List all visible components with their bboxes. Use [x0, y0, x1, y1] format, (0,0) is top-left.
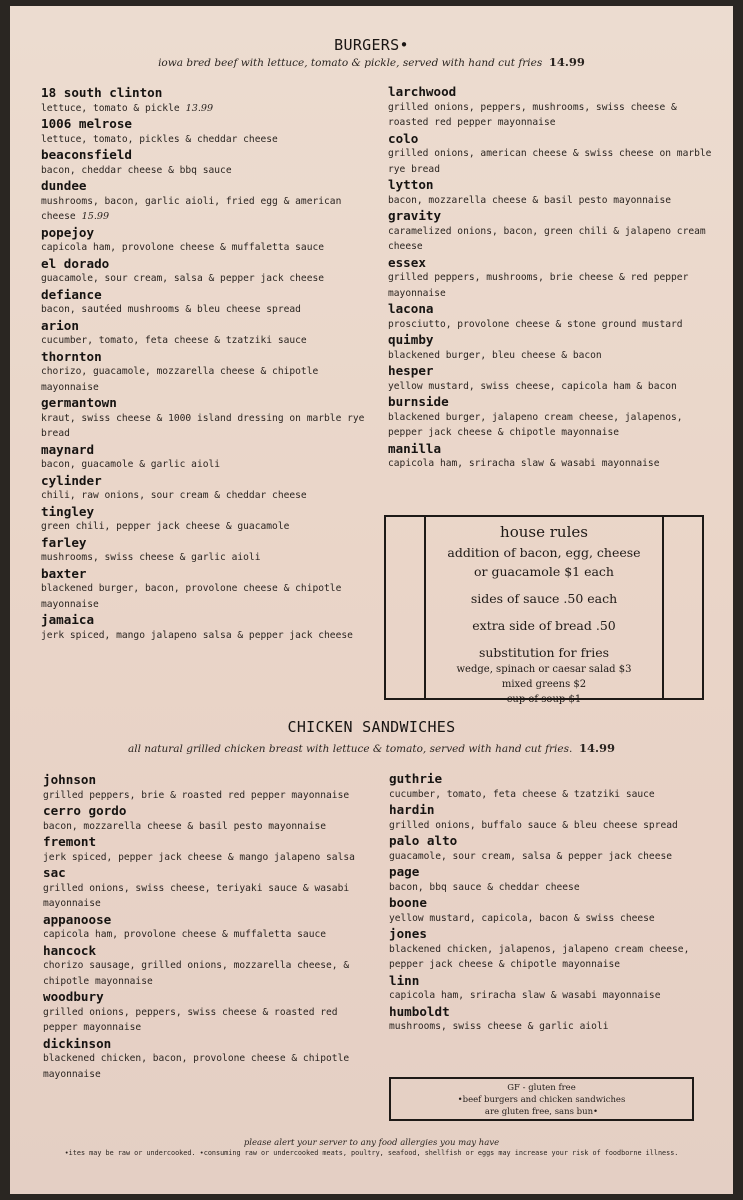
item-name: germantown	[41, 395, 117, 410]
menu-item	[41, 147, 371, 178]
item-description: grilled onions, swiss cheese, teriyaki sauce & wasabi mayonnaise	[43, 882, 350, 909]
chicken-left-column	[43, 772, 373, 1082]
item-description: bacon, mozzarella cheese & basil pesto mayonnaise	[43, 820, 327, 832]
item-description: chorizo sausage, grilled onions, mozzarella cheese, & chipotle mayonnaise	[43, 960, 350, 987]
item-description: jerk spiced, mango jalapeno salsa & pepper jack cheese	[41, 629, 353, 641]
item-description: blackened burger, bleu cheese & bacon	[388, 349, 602, 361]
item-name: johnson	[43, 772, 97, 787]
raw-food-warning: •ites may be raw or undercooked. •consuming raw or undercooked meats, poultry, seafood, shellfish or eggs may increase your risk of foodborne illness.	[64, 1149, 679, 1157]
rule-addition: addition of bacon, egg, cheese	[447, 545, 641, 560]
menu-item	[43, 943, 373, 990]
item-description: grilled peppers, mushrooms, brie cheese & red pepper mayonnaise	[388, 272, 689, 299]
gf-line-1: GF - gluten free	[507, 1083, 576, 1093]
item-description: grilled onions, peppers, mushrooms, swiss cheese & roasted red pepper mayonnaise	[388, 101, 677, 128]
item-name: woodbury	[43, 989, 104, 1004]
menu-item	[41, 566, 371, 613]
menu-item	[43, 772, 373, 803]
item-name: maynard	[41, 441, 95, 457]
item-name: 18 south clinton	[41, 85, 163, 100]
item-name: burnside	[388, 394, 449, 409]
menu-item	[41, 256, 371, 287]
menu-item	[388, 394, 713, 441]
menu-item	[388, 301, 713, 332]
chicken-subtitle: all natural grilled chicken breast with lettuce & tomato, served with hand cut fries. 14.99	[127, 741, 616, 755]
item-description: blackened chicken, jalapenos, jalapeno cream cheese, pepper jack cheese & chipotle mayonnaise	[389, 943, 690, 970]
item-name: hesper	[388, 363, 434, 378]
item-description: yellow mustard, capicola, bacon & swiss cheese	[389, 912, 655, 924]
menu-item	[43, 989, 373, 1036]
item-description: bacon, sautéed mushrooms & bleu cheese spread	[41, 304, 301, 315]
item-name: dickinson	[43, 1035, 112, 1051]
item-name: manilla	[388, 440, 442, 456]
menu-item	[389, 926, 714, 973]
item-description: mushrooms, swiss cheese & garlic aioli	[389, 1021, 609, 1032]
item-name: popejoy	[41, 224, 95, 240]
burgers-price: 14.99	[548, 55, 585, 69]
burgers-left-column	[41, 85, 371, 643]
item-description: grilled onions, american cheese & swiss cheese on marble rye bread	[388, 148, 712, 175]
item-name: hardin	[389, 802, 435, 817]
item-name: farley	[41, 534, 87, 550]
menu-item	[389, 1004, 714, 1035]
menu-item	[43, 1036, 373, 1083]
chicken-heading: CHICKEN SANDWICHES	[287, 718, 456, 736]
burgers-heading: BURGERS•	[334, 36, 409, 54]
item-description: lettuce, tomato, pickles & cheddar cheese	[41, 133, 278, 145]
item-name: jamaica	[41, 612, 95, 627]
item-description: chorizo, guacamole, mozzarella cheese & chipotle mayonnaise	[41, 366, 319, 393]
menu-item	[388, 363, 713, 394]
item-description: grilled onions, peppers, swiss cheese & roasted red pepper mayonnaise	[43, 1006, 338, 1033]
item-description: guacamole, sour cream, salsa & pepper jack cheese	[389, 850, 673, 862]
item-name: beaconsfield	[41, 147, 132, 162]
item-description: blackened burger, jalapeno cream cheese, jalapenos, pepper jack cheese & chipotle mayonnaise	[388, 411, 683, 438]
item-description: caramelized onions, bacon, green chili & jalapeno cream cheese	[388, 225, 706, 252]
item-name: guthrie	[389, 771, 443, 786]
item-description: grilled peppers, brie & roasted red pepper mayonnaise	[43, 789, 350, 801]
item-description: lettuce, tomato & pickle 13.99	[41, 102, 214, 114]
item-description: green chili, pepper jack cheese & guacamole	[41, 521, 290, 532]
item-name: sac	[43, 865, 66, 880]
menu-item	[41, 395, 371, 442]
item-name: humboldt	[389, 1003, 450, 1019]
item-description: blackened chicken, bacon, provolone cheese & chipotle mayonnaise	[43, 1053, 350, 1080]
allergy-notice: please alert your server to any food allergies you may have	[243, 1138, 500, 1148]
menu-item	[388, 84, 713, 131]
menu-item	[388, 441, 713, 472]
item-description: capicola ham, sriracha slaw & wasabi mayonnaise	[389, 990, 661, 1001]
menu-item	[389, 973, 714, 1004]
item-name: baxter	[41, 565, 87, 581]
item-name: cerro gordo	[43, 803, 127, 818]
item-name: dundee	[41, 178, 87, 193]
item-name: tingley	[41, 503, 95, 519]
menu-item	[43, 865, 373, 912]
item-name: palo alto	[389, 833, 458, 848]
item-name: fremont	[43, 834, 97, 849]
item-name: gravity	[388, 208, 442, 223]
burgers-subtitle: iowa bred beef with lettuce, tomato & pickle, served with hand cut fries 14.99	[158, 55, 585, 69]
menu-item	[41, 116, 371, 147]
menu-item	[41, 287, 371, 318]
item-price: 13.99	[185, 102, 214, 114]
rule-bread: extra side of bread .50	[472, 618, 616, 633]
item-name: jones	[389, 926, 427, 941]
house-rules-title: house rules	[500, 523, 588, 541]
item-description: capicola ham, provolone cheese & muffaletta sauce	[41, 242, 325, 253]
rule-soup: cup of soup $1	[506, 694, 582, 705]
item-description: prosciutto, provolone cheese & stone ground mustard	[388, 318, 683, 330]
item-description: jerk spiced, pepper jack cheese & mango jalapeno salsa	[43, 851, 355, 863]
item-description: cucumber, tomato, feta cheese & tzatziki sauce	[41, 335, 307, 346]
item-description: bacon, mozzarella cheese & basil pesto mayonnaise	[388, 194, 672, 206]
menu-item	[389, 771, 714, 802]
item-description: kraut, swiss cheese & 1000 island dressing on marble rye bread	[41, 412, 365, 439]
item-name: essex	[388, 254, 426, 270]
item-description: capicola ham, sriracha slaw & wasabi mayonnaise	[388, 458, 660, 469]
item-name: 1006 melrose	[41, 116, 132, 131]
item-name: appanoose	[43, 911, 112, 927]
menu-item	[41, 473, 371, 504]
item-price: 15.99	[81, 211, 110, 222]
item-description: guacamole, sour cream, salsa & pepper jack cheese	[41, 273, 325, 284]
menu-item	[388, 131, 713, 178]
item-name: cylinder	[41, 472, 102, 488]
menu-item	[41, 349, 371, 396]
chicken-right-column	[389, 771, 714, 1035]
menu-item	[43, 912, 373, 943]
rule-greens: mixed greens $2	[501, 679, 587, 690]
item-description: blackened burger, bacon, provolone cheese & chipotle mayonnaise	[41, 583, 342, 610]
item-description: bacon, bbq sauce & cheddar cheese	[389, 881, 580, 893]
item-description: bacon, guacamole & garlic aioli	[41, 459, 221, 470]
menu-item	[43, 803, 373, 834]
menu-item	[41, 225, 371, 256]
item-description: mushrooms, bacon, garlic aioli, fried egg & american cheese 15.99	[41, 195, 342, 222]
menu-item	[41, 442, 371, 473]
item-name: lytton	[388, 177, 434, 192]
menu-item	[388, 255, 713, 302]
menu-item	[389, 802, 714, 833]
item-description: mushrooms, swiss cheese & garlic aioli	[41, 552, 261, 563]
item-name: larchwood	[388, 84, 457, 99]
item-name: arion	[41, 317, 79, 333]
item-description: cucumber, tomato, feta cheese & tzatziki sauce	[389, 788, 655, 800]
item-description: yellow mustard, swiss cheese, capicola ham & bacon	[388, 380, 677, 392]
item-name: linn	[389, 972, 420, 988]
rule-substitution: substitution for fries	[478, 645, 610, 660]
gf-line-2: •beef burgers and chicken sandwiches	[457, 1095, 626, 1105]
rule-sauce: sides of sauce .50 each	[470, 591, 618, 606]
burgers-right-column	[388, 84, 713, 472]
item-name: boone	[389, 895, 427, 910]
menu-item	[41, 318, 371, 349]
menu-item	[41, 178, 371, 225]
item-name: hancock	[43, 942, 97, 958]
menu-page	[10, 6, 733, 1194]
item-description: bacon, cheddar cheese & bbq sauce	[41, 164, 232, 176]
menu-item	[388, 177, 713, 208]
menu-item	[41, 535, 371, 566]
item-name: lacona	[388, 301, 434, 316]
menu-item	[389, 833, 714, 864]
menu-item	[389, 895, 714, 926]
item-description: capicola ham, provolone cheese & muffaletta sauce	[43, 929, 327, 940]
item-name: thornton	[41, 348, 102, 364]
rules-right-rule	[662, 517, 664, 698]
item-name: quimby	[388, 332, 434, 347]
menu-item	[41, 85, 371, 116]
item-description: chili, raw onions, sour cream & cheddar cheese	[41, 490, 307, 501]
item-name: defiance	[41, 286, 102, 302]
gluten-free-note	[389, 1077, 694, 1121]
menu-item	[43, 834, 373, 865]
menu-item	[389, 864, 714, 895]
house-rules-box	[384, 515, 704, 705]
item-name: el dorado	[41, 255, 110, 271]
item-name: colo	[388, 130, 419, 146]
item-description: grilled onions, buffalo sauce & bleu cheese spread	[389, 819, 678, 831]
rule-addition-price: or guacamole $1 each	[474, 564, 614, 579]
menu-item	[388, 332, 713, 363]
item-name: page	[389, 864, 420, 879]
menu-item	[41, 504, 371, 535]
menu-item	[388, 208, 713, 255]
menu-item	[41, 612, 371, 643]
gf-line-3: are gluten free, sans bun•	[484, 1107, 599, 1117]
chicken-price: 14.99	[579, 741, 616, 755]
rule-salad: wedge, spinach or caesar salad $3	[456, 664, 632, 675]
